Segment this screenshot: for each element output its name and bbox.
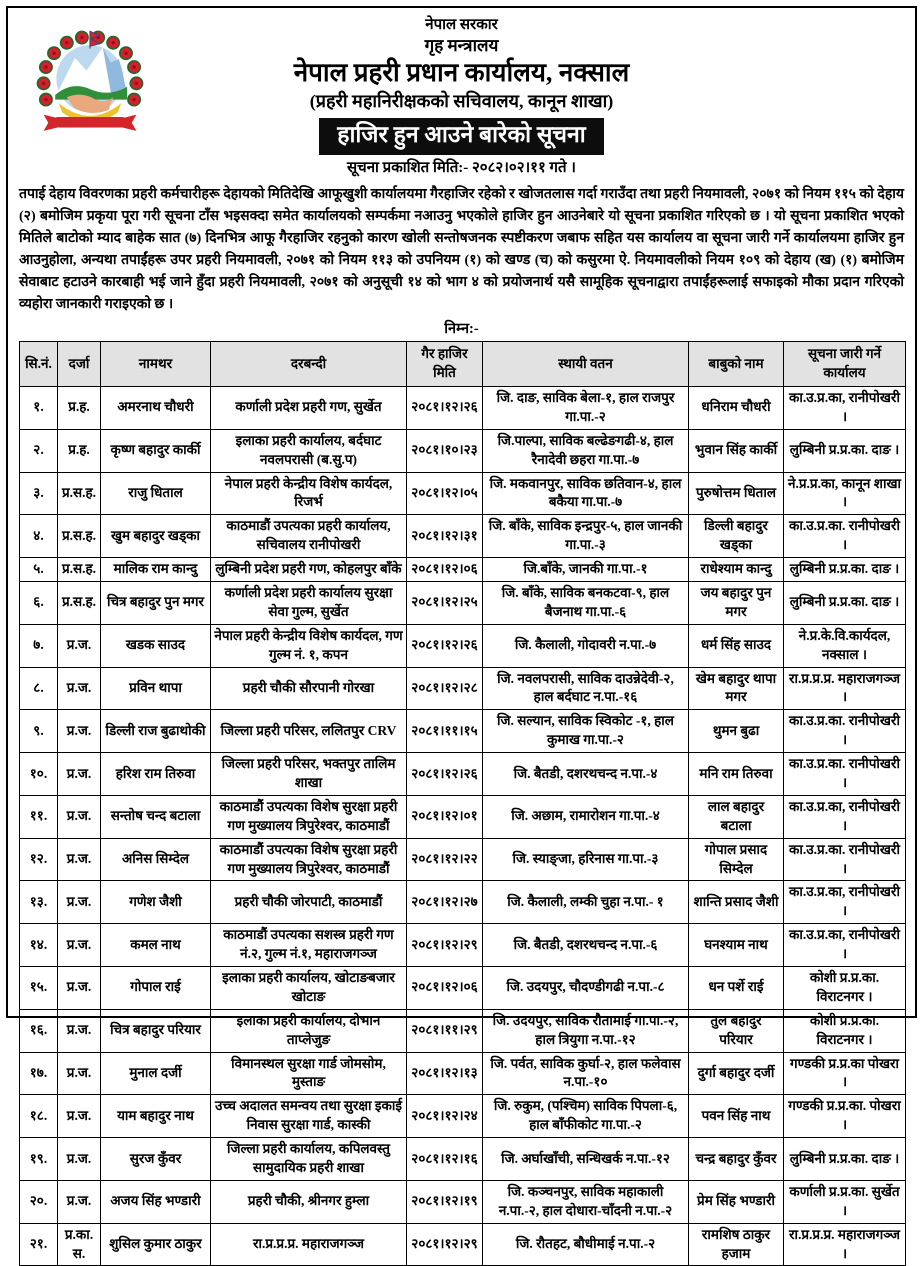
cell-name: मालिक राम कान्दु — [101, 558, 211, 582]
cell-rank: प्र.ज. — [58, 795, 101, 838]
cell-permanent-address: जि. पर्वत, साविक कुर्घा-२, हाल फलेवास न.पा.-१० — [483, 1052, 689, 1095]
cell-rank: प्र.ज. — [58, 710, 101, 753]
cell-name: अमरनाथ चौधरी — [101, 386, 211, 429]
cell-father-name: दुर्गा बहादुर दर्जी — [689, 1052, 784, 1095]
cell-name: चित्र बहादुर पुन मगर — [101, 581, 211, 624]
cell-post: प्रहरी चौकी जोरपाटी, काठमाडौं — [211, 881, 407, 924]
cell-issuing-office: लुम्बिनी प्र.प्र.का. दाङ । — [784, 1138, 906, 1181]
cell-issuing-office: का.उ.प्र.का. रानीपोखरी । — [784, 710, 906, 753]
cell-father-name: थुमन बुढा — [689, 710, 784, 753]
cell-rank: प्र.स.ह. — [58, 581, 101, 624]
cell-permanent-address: जि. मकवानपुर, साविक छतिवान-४, हाल बकैया गा.पा.-७ — [483, 472, 689, 515]
col-name: नामथर — [101, 342, 211, 387]
cell-rank: प्र.ज. — [58, 753, 101, 796]
cell-absent-date: २०८१।१२।२७ — [407, 881, 483, 924]
table-header-row — [20, 342, 906, 387]
cell-father-name: खेम बहादुर थापा मगर — [689, 667, 784, 710]
cell-father-name: पवन सिंह नाथ — [689, 1095, 784, 1138]
cell-post: कर्णाली प्रदेश प्रहरी कार्यालय सुरक्षा सेवा गुल्म, सुर्खेत — [211, 581, 407, 624]
cell-post: इलाका प्रहरी कार्यालय, बर्दघाट नवलपरासी (ब.सु.प) — [211, 429, 407, 472]
cell-post: जिल्ला प्रहरी परिसर, भक्तपुर तालिम शाखा — [211, 753, 407, 796]
cell-rank: प्र.ज. — [58, 881, 101, 924]
cell-issuing-office: का.उ.प्र.का. रानीपोखरी । — [784, 838, 906, 881]
cell-rank: प्र.का.स. — [58, 1223, 101, 1266]
cell-absent-date: २०८१।१२।२६ — [407, 753, 483, 796]
table-row — [20, 386, 906, 429]
cell-absent-date: २०८१।१२।०६ — [407, 966, 483, 1009]
cell-name: अनिस सिम्देल — [101, 838, 211, 881]
cell-rank: प्र.ज. — [58, 1180, 101, 1223]
cell-sn: ५. — [20, 558, 58, 582]
cell-absent-date: २०८१।१२।०१ — [407, 795, 483, 838]
col-absent-date: गैर हाजिर मिति — [407, 342, 483, 387]
table-row — [20, 966, 906, 1009]
col-issuing-office: सूचना जारी गर्ने कार्यालय — [784, 342, 906, 387]
nepal-government-emblem — [32, 30, 148, 146]
cell-absent-date: २०८१।१२।२६ — [407, 386, 483, 429]
table-row — [20, 924, 906, 967]
col-permanent-address: स्थायी वतन — [483, 342, 689, 387]
table-row — [20, 581, 906, 624]
cell-father-name: तुल बहादुर परियार — [689, 1009, 784, 1052]
cell-absent-date: २०८१।१२।२५ — [407, 581, 483, 624]
cell-rank: प्र.स.ह. — [58, 515, 101, 558]
table-row — [20, 1138, 906, 1181]
cell-sn: १७. — [20, 1052, 58, 1095]
cell-name: हरिश राम तिरुवा — [101, 753, 211, 796]
cell-absent-date: २०८१।१२।१९ — [407, 1180, 483, 1223]
cell-sn: १. — [20, 386, 58, 429]
cell-permanent-address: जि. बैतडी, दशरथचन्द न.पा.-६ — [483, 924, 689, 967]
cell-name: डिल्ली राज बुढाथोकी — [101, 710, 211, 753]
published-date: सूचना प्रकाशित मिति:- २०८२।०२।११ गते । — [347, 159, 576, 176]
notice-title: हाजिर हुन आउने बारेको सूचना — [319, 118, 603, 155]
table-row — [20, 515, 906, 558]
cell-name: खडक साउद — [101, 624, 211, 667]
sub-office-name: (प्रहरी महानिरीक्षकको सचिवालय, कानून शाखा) — [309, 90, 614, 111]
cell-permanent-address: जि. बैतडी, दशरथचन्द न.पा.-४ — [483, 753, 689, 796]
cell-sn: ८. — [20, 667, 58, 710]
cell-name: प्रविन थापा — [101, 667, 211, 710]
cell-post: प्रहरी चौकी सौरपानी गोरखा — [211, 667, 407, 710]
cell-issuing-office: का.उ.प्र.का, रानीपोखरी । — [784, 795, 906, 838]
cell-issuing-office: का.उ.प्र.का, रानीपोखरी । — [784, 924, 906, 967]
cell-permanent-address: जि.पाल्पा, साविक बल्ढेङगढी-४, हाल रैनादेवी छहरा गा.पा.-७ — [483, 429, 689, 472]
cell-permanent-address: जि. अर्घाखाँची, सन्धिखर्क न.पा.-१२ — [483, 1138, 689, 1181]
cell-permanent-address: जि. उदयपुर, चौदण्डीगढी न.पा.-८ — [483, 966, 689, 1009]
cell-permanent-address: जि. रुकुम, (पश्चिम) साविक पिपला-६, हाल बाँफीकोट गा.पा.-२ — [483, 1095, 689, 1138]
nepal-emblem-icon — [32, 30, 148, 146]
cell-post: काठमाडौं उपत्यका प्रहरी कार्यालय, सचिवालय रानीपोखरी — [211, 515, 407, 558]
cell-issuing-office: गण्डकी प्र.प्र.का. पोखरा । — [784, 1095, 906, 1138]
col-father-name: बाबुको नाम — [689, 342, 784, 387]
cell-permanent-address: जि. कैलाली, लम्की चुहा न.पा.- १ — [483, 881, 689, 924]
cell-name: सन्तोष चन्द बटाला — [101, 795, 211, 838]
cell-issuing-office: गण्डकी प्र.प्र.का पोखरा । — [784, 1052, 906, 1095]
cell-post: प्रहरी चौकी, श्रीनगर हुम्ला — [211, 1180, 407, 1223]
cell-issuing-office: का.उ.प्र.का. रानीपोखरी । — [784, 515, 906, 558]
cell-name: गणेश जैशी — [101, 881, 211, 924]
table-row — [20, 753, 906, 796]
cell-name: चित्र बहादुर परियार — [101, 1009, 211, 1052]
cell-post: उच्च अदालत समन्वय तथा सुरक्षा इकाई निवास सुरक्षा गार्ड, कास्की — [211, 1095, 407, 1138]
cell-rank: प्र.ह. — [58, 429, 101, 472]
cell-issuing-office: कर्णाली प्र.प्र.का. सुर्खेत । — [784, 1180, 906, 1223]
cell-father-name: पुरुषोत्तम धिताल — [689, 472, 784, 515]
cell-post: इलाका प्रहरी कार्यालय, खोटाङबजार खोटाङ — [211, 966, 407, 1009]
cell-sn: १३. — [20, 881, 58, 924]
cell-father-name: रामशिष ठाकुर हजाम — [689, 1223, 784, 1266]
cell-rank: प्र.ज. — [58, 1052, 101, 1095]
cell-absent-date: २०८१।१२।०६ — [407, 558, 483, 582]
cell-sn: ९. — [20, 710, 58, 753]
cell-sn: १२. — [20, 838, 58, 881]
table-row — [20, 667, 906, 710]
list-label: निम्न:- — [444, 321, 479, 338]
cell-name: राजु धिताल — [101, 472, 211, 515]
table-row — [20, 795, 906, 838]
col-sn: सि.नं. — [20, 342, 58, 387]
cell-post: विमानस्थल सुरक्षा गार्ड जोमसोम, मुस्ताङ — [211, 1052, 407, 1095]
cell-absent-date: २०८१।१२।१६ — [407, 1138, 483, 1181]
notice-paragraph: तपाई देहाय विवरणका प्रहरी कर्मचारीहरू देहायको मितिदेखि आफूखुशी कार्यालयमा गैरहाजिर रहेको र खोजतलास गर्दा गराउँदा तथा प्रहरी नियमावली, २०७१ को नियम ११५ को देहाय (२) बमोजिम प्रकृया पूरा गरी सूचना टाँस भइसक्दा समेत कार्यालयको सम्पर्कमा नआउनु भएकोले हाजिर हुन आउनेबारे यो सूचना प्रकाशित गरिएको छ । यो सूचना प्रकाशित भएको मितिले बाटोको म्याद बाहेक सात (७) दिनभित्र आफू गैरहाजिर रहनुको कारण खोली सन्तोषजनक स्पष्टीकरण जबाफ सहित यस कार्यालय वा सूचना जारी गर्ने कार्यालयमा हाजिर हुन आउनुहोला, अन्यथा तपाईंहरू उपर प्रहरी नियमावली, २०७१ को नियम ११३ को उपनियम (१) को खण्ड (च) को कसुरमा ऐ. नियमावलीको नियम १०९ को देहाय (ख) (१) बमोजिम सेवाबाट हटाउने कारबाही भई जाने हुँदा प्रहरी नियमावली, २०७१ को अनुसूची १४ को भाग ४ को प्रयोजनार्थ यसै सामूहिक सूचनाद्वारा तपाईंहरूलाई सफाइको मौका प्रदान गरिएको व्यहोरा जानकारी गराइएको छ । — [19, 186, 904, 313]
cell-issuing-office: लुम्बिनी प्र.प्र.का. दाङ । — [784, 429, 906, 472]
cell-post: जिल्ला प्रहरी कार्यालय, कपिलवस्तु सामुदायिक प्रहरी शाखा — [211, 1138, 407, 1181]
cell-permanent-address: जि. नवलपरासी, साविक दाउन्नेदेवी-२, हाल बर्दघाट न.पा.-१६ — [483, 667, 689, 710]
table-row — [20, 558, 906, 582]
cell-issuing-office: रा.प्र.प्र.प्र. महाराजगञ्ज । — [784, 667, 906, 710]
cell-rank: प्र.स.ह. — [58, 558, 101, 582]
cell-post: काठमाडौं उपत्यका विशेष सुरक्षा प्रहरी गण मुख्यालय त्रिपुरेश्वर, काठमाडौं — [211, 838, 407, 881]
cell-issuing-office: लुम्बिनी प्र.प्र.का. दाङ । — [784, 581, 906, 624]
cell-post: रा.प्र.प्र.प्र. महाराजगञ्ज — [211, 1223, 407, 1266]
col-post: दरबन्दी — [211, 342, 407, 387]
government-name: नेपाल सरकार — [425, 17, 498, 33]
cell-sn: ११. — [20, 795, 58, 838]
masthead — [19, 16, 904, 178]
cell-absent-date: २०८१।१०।२३ — [407, 429, 483, 472]
table-row — [20, 429, 906, 472]
cell-permanent-address: जि. रौतहट, बौधीमाई न.पा.-२ — [483, 1223, 689, 1266]
cell-permanent-address: जि. अछाम, रामारोशन गा.पा.-४ — [483, 795, 689, 838]
table-body — [20, 386, 906, 1266]
cell-permanent-address: जि.बाँके, जानकी गा.पा.-१ — [483, 558, 689, 582]
office-name: नेपाल प्रहरी प्रधान कार्यालय, नक्साल — [293, 58, 630, 87]
cell-father-name: धनिराम चौधरी — [689, 386, 784, 429]
cell-absent-date: २०८१।१२।२९ — [407, 924, 483, 967]
cell-rank: प्र.ज. — [58, 667, 101, 710]
cell-absent-date: २०८१।१२।१३ — [407, 1052, 483, 1095]
cell-issuing-office: का.उ.प्र.का, रानीपोखरी । — [784, 386, 906, 429]
cell-permanent-address: जि. उदयपुर, साविक रौतामाई गा.पा.-२, हाल त्रियुगा न.पा.-१२ — [483, 1009, 689, 1052]
table-row — [20, 838, 906, 881]
table-row — [20, 1223, 906, 1266]
cell-father-name: शान्ति प्रसाद जैशी — [689, 881, 784, 924]
cell-issuing-office: का.उ.प्र.का, रानीपोखरी । — [784, 881, 906, 924]
cell-issuing-office: लुम्बिनी प्र.प्र.का. दाङ । — [784, 558, 906, 582]
cell-sn: २०. — [20, 1180, 58, 1223]
cell-absent-date: २०८१।११।१५ — [407, 710, 483, 753]
cell-sn: ४. — [20, 515, 58, 558]
cell-rank: प्र.ज. — [58, 924, 101, 967]
cell-sn: ७. — [20, 624, 58, 667]
cell-name: गोपाल राई — [101, 966, 211, 1009]
cell-permanent-address: जि. कञ्चनपुर, साविक महाकाली न.पा.-२, हाल दोधारा-चाँदनी न.पा.-२ — [483, 1180, 689, 1223]
cell-sn: १६. — [20, 1009, 58, 1052]
cell-absent-date: २०८१।११।२९ — [407, 1009, 483, 1052]
cell-issuing-office: का.उ.प्र.का. रानीपोखरी । — [784, 753, 906, 796]
cell-rank: प्र.ज. — [58, 838, 101, 881]
table-row — [20, 1009, 906, 1052]
cell-post: काठमाडौं उपत्यका विशेष सुरक्षा प्रहरी गण मुख्यालय त्रिपुरेश्वर, काठमाडौं — [211, 795, 407, 838]
cell-sn: ६. — [20, 581, 58, 624]
cell-absent-date: २०८१।१२।२८ — [407, 667, 483, 710]
cell-sn: २. — [20, 429, 58, 472]
cell-name: अजय सिंह भण्डारी — [101, 1180, 211, 1223]
cell-rank: प्र.ज. — [58, 624, 101, 667]
ministry-name: गृह मन्त्रालय — [424, 35, 499, 55]
cell-absent-date: २०८१।१२।२६ — [407, 624, 483, 667]
cell-father-name: डिल्ली बहादुर खड्का — [689, 515, 784, 558]
cell-name: सुरज कुँवर — [101, 1138, 211, 1181]
cell-father-name: राधेश्याम कान्दु — [689, 558, 784, 582]
cell-post: काठमाडौं उपत्यका सशस्त्र प्रहरी गण नं.२, गुल्म नं.१, महाराजगञ्ज — [211, 924, 407, 967]
cell-permanent-address: जि. कैलाली, गोदावरी न.पा.-७ — [483, 624, 689, 667]
cell-father-name: मनि राम तिरुवा — [689, 753, 784, 796]
cell-permanent-address: जि. बाँके, साविक इन्द्रपुर-५, हाल जानकी गा.पा.-३ — [483, 515, 689, 558]
cell-post: नेपाल प्रहरी केन्द्रीय विशेष कार्यदल, गण गुल्म नं. १, कपन — [211, 624, 407, 667]
cell-rank: प्र.ज. — [58, 1095, 101, 1138]
cell-issuing-office: कोशी प्र.प्र.का. विराटनगर । — [784, 1009, 906, 1052]
cell-post: इलाका प्रहरी कार्यालय, दोभान ताप्लेजुङ — [211, 1009, 407, 1052]
cell-rank: प्र.ज. — [58, 1009, 101, 1052]
cell-absent-date: २०८१।१२।०५ — [407, 472, 483, 515]
cell-post: लुम्बिनी प्रदेश प्रहरी गण, कोहलपुर बाँके — [211, 558, 407, 582]
cell-name: शुसिल कुमार ठाकुर — [101, 1223, 211, 1266]
cell-permanent-address: जि. बाँके, साविक बनकटवा-९, हाल बैजनाथ गा.पा.-६ — [483, 581, 689, 624]
cell-sn: १५. — [20, 966, 58, 1009]
cell-father-name: घनश्याम नाथ — [689, 924, 784, 967]
cell-name: कमल नाथ — [101, 924, 211, 967]
cell-issuing-office: ने.प्र.प्र.का, कानून शाखा । — [784, 472, 906, 515]
cell-post: नेपाल प्रहरी केन्द्रीय विशेष कार्यदल, रिजर्भ — [211, 472, 407, 515]
cell-rank: प्र.ज. — [58, 966, 101, 1009]
cell-rank: प्र.ज. — [58, 1138, 101, 1181]
cell-permanent-address: जि. दाङ, साविक बेला-१, हाल राजपुर गा.पा.-२ — [483, 386, 689, 429]
cell-permanent-address: जि. सल्यान, साविक स्विकोट -१, हाल कुमाख गा.पा.-२ — [483, 710, 689, 753]
table-row — [20, 1180, 906, 1223]
table-row — [20, 472, 906, 515]
cell-father-name: धर्म सिंह साउद — [689, 624, 784, 667]
table-row — [20, 710, 906, 753]
cell-sn: २१. — [20, 1223, 58, 1266]
cell-sn: ३. — [20, 472, 58, 515]
cell-absent-date: २०८१।१२।२२ — [407, 838, 483, 881]
col-rank: दर्जा — [58, 342, 101, 387]
cell-sn: १४. — [20, 924, 58, 967]
table-row — [20, 1095, 906, 1138]
cell-post: जिल्ला प्रहरी परिसर, ललितपुर CRV — [211, 710, 407, 753]
cell-name: याम बहादुर नाथ — [101, 1095, 211, 1138]
cell-father-name: भुवान सिंह कार्की — [689, 429, 784, 472]
cell-issuing-office: कोशी प्र.प्र.का. विराटनगर । — [784, 966, 906, 1009]
cell-father-name: गोपाल प्रसाद सिम्देल — [689, 838, 784, 881]
cell-issuing-office: रा.प्र.प्र.प्र. महाराजगञ्ज । — [784, 1223, 906, 1266]
cell-name: मुनाल दर्जी — [101, 1052, 211, 1095]
cell-permanent-address: जि. स्याङ्जा, हरिनास गा.पा.-३ — [483, 838, 689, 881]
cell-sn: १०. — [20, 753, 58, 796]
cell-father-name: लाल बहादुर बटाला — [689, 795, 784, 838]
cell-father-name: जय बहादुर पुन मगर — [689, 581, 784, 624]
cell-absent-date: २०८१।१२।३१ — [407, 515, 483, 558]
cell-father-name: चन्द्र बहादुर कुँवर — [689, 1138, 784, 1181]
cell-father-name: प्रेम सिंह भण्डारी — [689, 1180, 784, 1223]
cell-name: कृष्ण बहादुर कार्की — [101, 429, 211, 472]
cell-absent-date: २०८१।१२।२४ — [407, 1095, 483, 1138]
cell-absent-date: २०८१।१२।२९ — [407, 1223, 483, 1266]
cell-sn: १९. — [20, 1138, 58, 1181]
table-row — [20, 881, 906, 924]
page-border-frame — [6, 6, 917, 1261]
table-row — [20, 1052, 906, 1095]
cell-father-name: धन पर्शे राई — [689, 966, 784, 1009]
cell-rank: प्र.स.ह. — [58, 472, 101, 515]
cell-rank: प्र.ह. — [58, 386, 101, 429]
motto-ribbon — [44, 115, 137, 131]
cell-name: खुम बहादुर खड्का — [101, 515, 211, 558]
table-row — [20, 624, 906, 667]
cell-post: कर्णाली प्रदेश प्रहरी गण, सुर्खेत — [211, 386, 407, 429]
absentee-roster-table — [19, 341, 906, 1266]
cell-issuing-office: ने.प्र.के.वि.कार्यदल, नक्साल । — [784, 624, 906, 667]
cell-sn: १८. — [20, 1095, 58, 1138]
